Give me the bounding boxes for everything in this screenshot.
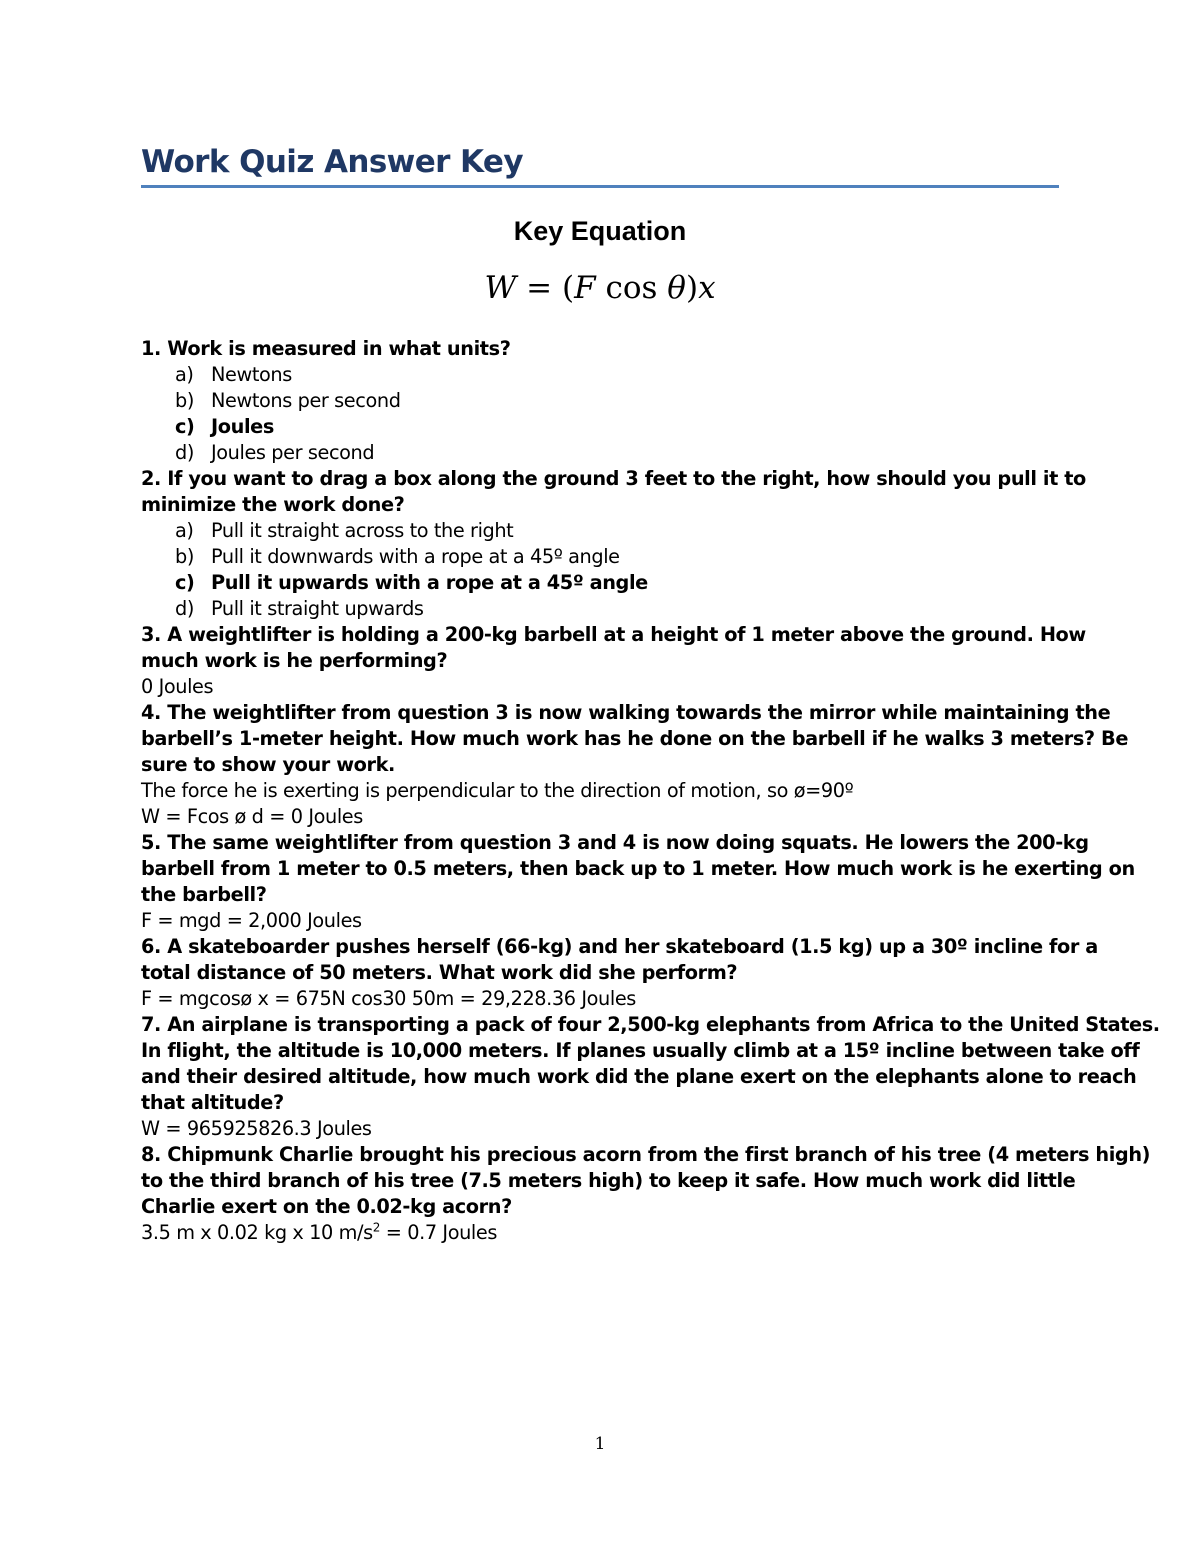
equation-w: W — [484, 270, 517, 306]
question-text-line: 6. A skateboarder pushes herself (66-kg) and her skateboard (1.5 kg) up a 30º incline for a — [141, 935, 1098, 958]
page-title: Work Quiz Answer Key — [141, 144, 523, 180]
question-text-line: 5. The same weightlifter from question 3 and 4 is now doing squats. He lowers the 200-kg — [141, 831, 1089, 854]
answer-option — [141, 388, 1071, 414]
question-6 — [141, 934, 1098, 1012]
option-text: Pull it upwards with a rope at a 45º angle — [211, 571, 648, 594]
key-equation — [0, 270, 1200, 306]
quiz-body — [141, 336, 1160, 1246]
correct-option — [141, 570, 1071, 596]
question-text-line: and their desired altitude, how much work did the plane exert on the elephants alone to reach — [141, 1065, 1137, 1088]
answer-text: W = Fcos ø d = 0 Joules — [141, 805, 363, 828]
option-text: Pull it straight upwards — [211, 597, 424, 620]
answer-part: 3.5 m x 0.02 kg x 10 m/s — [141, 1221, 373, 1244]
option-label: a) — [175, 519, 194, 542]
equation-f: F — [574, 270, 596, 306]
answer-superscript: 2 — [372, 1220, 381, 1235]
option-text: Joules per second — [211, 441, 375, 464]
option-label: b) — [175, 545, 194, 568]
question-text-line: total distance of 50 meters. What work did she perform? — [141, 961, 738, 984]
equation-equals: = — [526, 270, 553, 306]
option-text: Newtons — [211, 363, 292, 386]
question-3 — [141, 622, 1086, 700]
page-number: 1 — [594, 1434, 606, 1454]
option-text: Pull it straight across to the right — [211, 519, 514, 542]
question-text-line: to the third branch of his tree (7.5 meters high) to keep it safe. How much work did little — [141, 1169, 1076, 1192]
question-1 — [141, 336, 1071, 466]
question-text-line: 2. If you want to drag a box along the ground 3 feet to the right, how should you pull it to — [141, 467, 1086, 490]
equation-close-paren: ) — [685, 270, 699, 306]
option-text: Newtons per second — [211, 389, 401, 412]
answer-text: F = mgcosø x = 675N cos30 50m = 29,228.36 Joules — [141, 987, 636, 1010]
answer-option — [141, 362, 1071, 388]
option-label: a) — [175, 363, 194, 386]
answer-text: The force he is exerting is perpendicular to the direction of motion, so ø=90º — [141, 779, 854, 802]
key-equation-heading: Key Equation — [513, 216, 687, 246]
answer-text: W = 965925826.3 Joules — [141, 1117, 372, 1140]
answer-part: = 0.7 Joules — [380, 1221, 497, 1244]
title-underline — [141, 185, 1059, 188]
correct-option — [141, 414, 1071, 440]
answer-option — [141, 596, 1071, 622]
question-text-line: In flight, the altitude is 10,000 meters. If planes usually climb at a 15º incline between take off — [141, 1039, 1140, 1062]
question-text-line: much work is he performing? — [141, 649, 448, 672]
question-text-line: barbell from 1 meter to 0.5 meters, then back up to 1 meter. How much work is he exerting on — [141, 857, 1135, 880]
answer-text: 0 Joules — [141, 675, 214, 698]
question-text-line: 1. Work is measured in what units? — [141, 337, 511, 360]
question-text-line: Charlie exert on the 0.02-kg acorn? — [141, 1195, 512, 1218]
answer-option — [141, 440, 1071, 466]
question-2 — [141, 466, 1086, 622]
question-text-line: 8. Chipmunk Charlie brought his precious acorn from the first branch of his tree (4 meters high) — [141, 1143, 1151, 1166]
question-5 — [141, 830, 1135, 934]
question-text-line: that altitude? — [141, 1091, 284, 1114]
answer-text — [141, 1220, 1071, 1246]
answer-option — [141, 518, 1071, 544]
question-text-line: 4. The weightlifter from question 3 is now walking towards the mirror while maintaining the — [141, 701, 1111, 724]
question-text-line: minimize the work done? — [141, 493, 405, 516]
option-text: Pull it downwards with a rope at a 45º angle — [211, 545, 620, 568]
equation-theta: θ — [667, 270, 686, 306]
question-4 — [141, 700, 1129, 830]
option-label: c) — [175, 415, 195, 438]
question-7 — [141, 1012, 1160, 1142]
question-text-line: 7. An airplane is transporting a pack of four 2,500-kg elephants from Africa to the United States. — [141, 1013, 1160, 1036]
option-label: d) — [175, 597, 194, 620]
question-8 — [141, 1142, 1151, 1246]
question-text-line: 3. A weightlifter is holding a 200-kg barbell at a height of 1 meter above the ground. How — [141, 623, 1086, 646]
option-text: Joules — [211, 415, 274, 438]
question-text-line: sure to show your work. — [141, 753, 395, 776]
equation-cos: cos — [605, 270, 658, 306]
question-text-line: barbell’s 1-meter height. How much work has he done on the barbell if he walks 3 meters? Be — [141, 727, 1129, 750]
answer-text: F = mgd = 2,000 Joules — [141, 909, 362, 932]
equation-open-paren: ( — [562, 270, 575, 306]
question-text-line: the barbell? — [141, 883, 267, 906]
option-label: d) — [175, 441, 194, 464]
equation-x: x — [698, 270, 716, 306]
answer-option — [141, 544, 1071, 570]
option-label: b) — [175, 389, 194, 412]
option-label: c) — [175, 571, 195, 594]
